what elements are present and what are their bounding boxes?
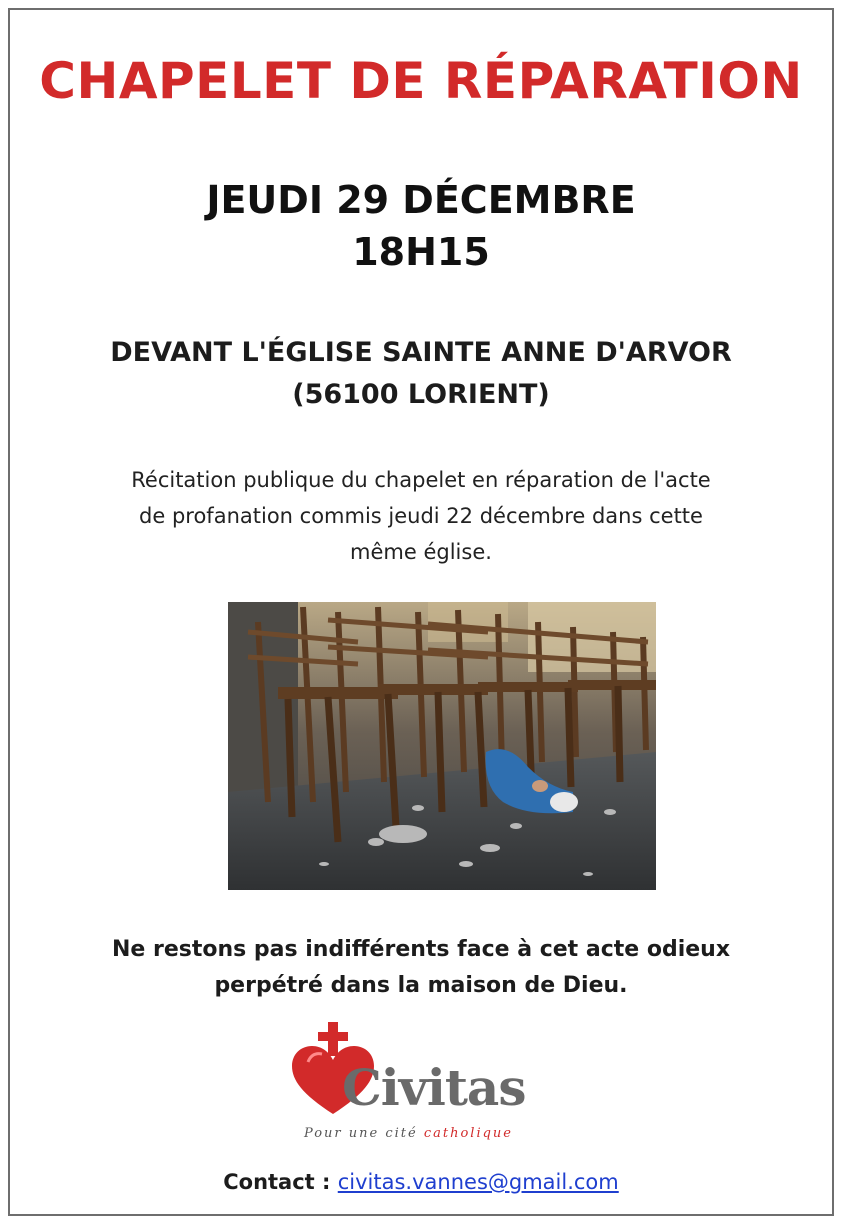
civitas-logo [292,1022,562,1152]
description-line: même église. [350,540,492,564]
appeal-line: Ne restons pas indifférents face à cet acte odieux [111,937,731,962]
appeal-line: perpétré dans la maison de Dieu. [214,973,628,998]
event-location [10,332,832,416]
contact-email-link[interactable]: civitas.vannes@gmail.com [337,1170,619,1194]
poster [8,8,834,1216]
description-line: de profanation commis jeudi 22 décembre dans cette [139,504,703,528]
logo-tagline-plain: Pour une cité [304,1126,424,1141]
event-date: JEUDI 29 DÉCEMBRE [206,178,636,222]
logo-wordmark: Civitas [342,1058,526,1117]
page-title: CHAPELET DE RÉPARATION [39,52,803,110]
logo-tagline [304,1126,513,1141]
location-city: (56100 LORIENT) [292,379,550,410]
event-description [10,462,832,570]
appeal-text [10,932,832,1004]
location-name: DEVANT L'ÉGLISE SAINTE ANNE D'ARVOR [110,337,732,368]
event-time: 18H15 [352,230,490,274]
church-photo [228,602,656,890]
description-line: Récitation publique du chapelet en réparation de l'acte [131,468,711,492]
contact-label: Contact : [223,1170,338,1194]
contact-line [10,1170,832,1194]
event-datetime [10,174,832,278]
logo-tagline-accent: catholique [423,1126,513,1141]
